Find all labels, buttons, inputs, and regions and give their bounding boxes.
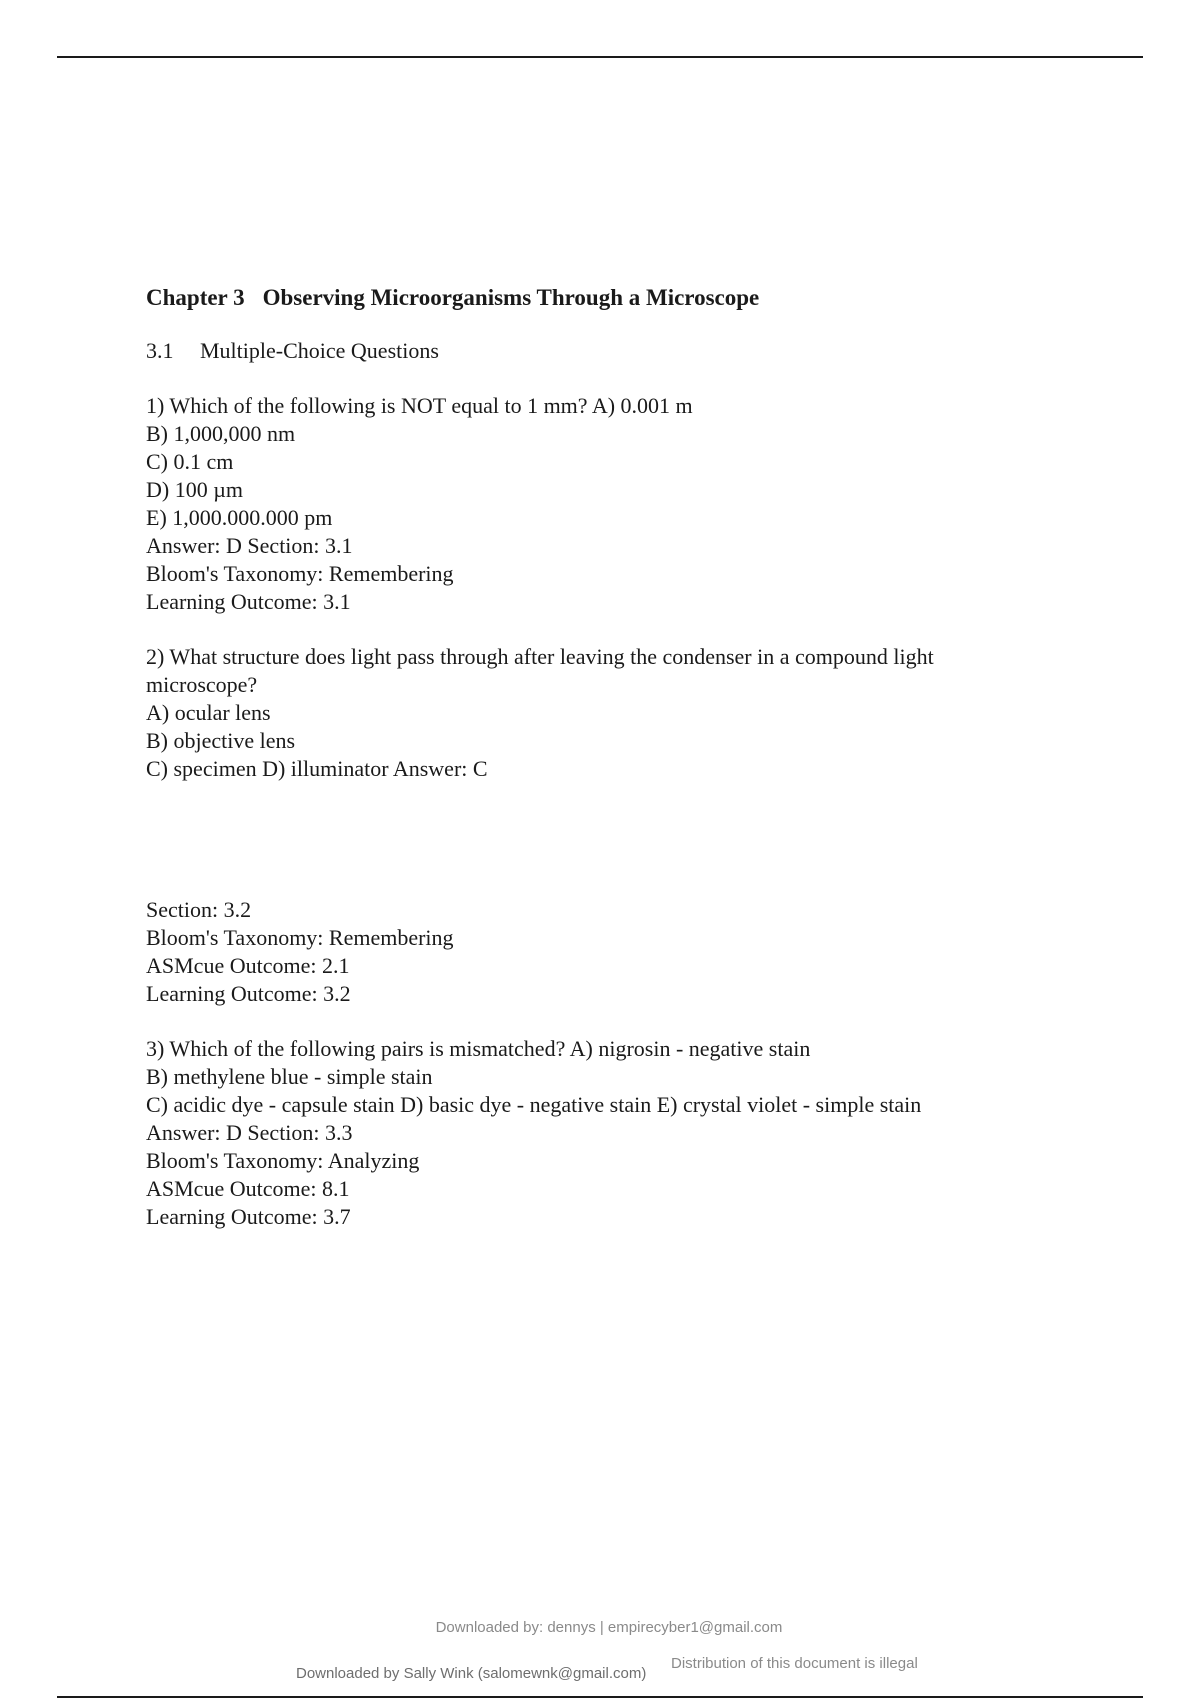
question-3-blooms: Bloom's Taxonomy: Analyzing bbox=[146, 1148, 420, 1173]
top-rule bbox=[57, 56, 1143, 58]
footer-downloaded-by-1: Downloaded by: dennys | empirecyber1@gmail.com bbox=[435, 1619, 783, 1636]
question-2-option-a: A) ocular lens bbox=[146, 700, 271, 725]
question-3 bbox=[146, 1035, 1046, 1231]
question-1-option-b: B) 1,000,000 nm bbox=[146, 421, 296, 446]
footer-illegal-notice: Distribution of this document is illegal bbox=[671, 1655, 918, 1672]
question-3-learning-outcome: Learning Outcome: 3.7 bbox=[146, 1204, 351, 1229]
question-2-blooms: Bloom's Taxonomy: Remembering bbox=[146, 925, 454, 950]
question-1-option-e: E) 1,000.000.000 pm bbox=[146, 505, 333, 530]
question-1-stem: 1) Which of the following is NOT equal to 1 mm? A) 0.001 m bbox=[146, 393, 693, 418]
question-2-asmcue: ASMcue Outcome: 2.1 bbox=[146, 953, 350, 978]
question-1-learning-outcome: Learning Outcome: 3.1 bbox=[146, 589, 351, 614]
question-3-options-c-d-e: C) acidic dye - capsule stain D) basic dye - negative stain E) crystal violet - simple stain bbox=[146, 1092, 922, 1117]
question-1-answer: Answer: D Section: 3.1 bbox=[146, 533, 353, 558]
question-1-option-d: D) 100 µm bbox=[146, 477, 244, 502]
question-1-blooms: Bloom's Taxonomy: Remembering bbox=[146, 561, 454, 586]
section-title: Multiple-Choice Questions bbox=[200, 338, 439, 363]
section-number: 3.1 bbox=[146, 338, 174, 363]
question-2-section: Section: 3.2 bbox=[146, 897, 252, 922]
question-3-asmcue: ASMcue Outcome: 8.1 bbox=[146, 1176, 350, 1201]
question-2-learning-outcome: Learning Outcome: 3.2 bbox=[146, 981, 351, 1006]
question-2-stem: 2) What structure does light pass through after leaving the condenser in a compound light microscope? bbox=[146, 644, 934, 697]
document-body bbox=[146, 283, 1046, 1231]
question-1-option-c: C) 0.1 cm bbox=[146, 449, 234, 474]
footer-download-notice bbox=[0, 1619, 1200, 1636]
question-2 bbox=[146, 643, 1046, 1008]
question-3-stem: 3) Which of the following pairs is mismatched? A) nigrosin - negative stain bbox=[146, 1036, 811, 1061]
chapter-name: Observing Microorganisms Through a Microscope bbox=[262, 285, 760, 310]
question-1 bbox=[146, 392, 1046, 616]
footer-downloaded-by-2: Downloaded by Sally Wink (salomewnk@gmail.com) bbox=[296, 1665, 647, 1682]
chapter-title bbox=[146, 283, 1046, 313]
question-3-option-b: B) methylene blue - simple stain bbox=[146, 1064, 433, 1089]
section-heading bbox=[146, 337, 1046, 365]
bottom-rule bbox=[57, 1696, 1143, 1698]
question-3-answer: Answer: D Section: 3.3 bbox=[146, 1120, 353, 1145]
question-2-option-b: B) objective lens bbox=[146, 728, 296, 753]
question-2-option-c-d-answer: C) specimen D) illuminator Answer: C bbox=[146, 756, 488, 781]
chapter-label: Chapter 3 bbox=[146, 285, 245, 310]
